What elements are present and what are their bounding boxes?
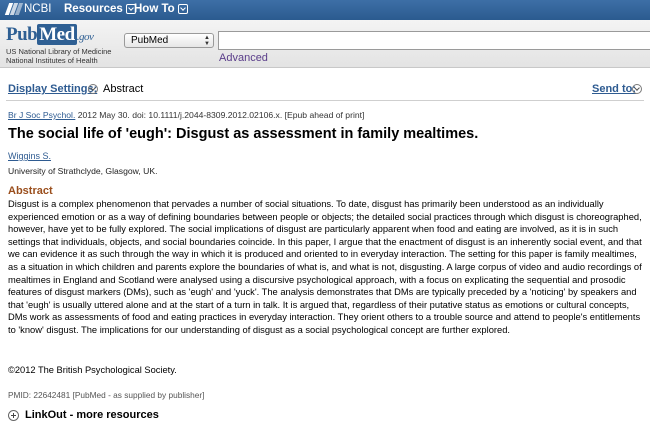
chevron-down-icon	[178, 4, 188, 14]
chevron-down-icon[interactable]	[632, 84, 642, 94]
search-header	[0, 20, 650, 68]
abstract-text: Disgust is a complex phenomenon that pervades a number of social situations. To date, disgust has primarily been understood as an individually experienced emotion or as a way of defining boundaries between people or objects; the detailed social practices through which disgust is choreographed, however, have yet to be fully explored. The social implications of disgust are particularly apparent when food and eating are involved, as it is in such settings that individuals, objects, and social boundaries coincide. In this paper, I argue that the enactment of disgust is an inherently social event, and that we can evidence it as such through the way in which it is produced and oriented to in everyday interaction. The setting for this paper is family mealtimes, as a situation in which children and parents explore the boundaries of what is, and what is not, disgusting. A large corpus of video and audio recordings of mealtimes in England and Scotland were analysed using a discursive psychological approach, with a focus on explicating the sequential and prosodic features of disgust markers (DMs), such as 'eugh' and 'yuck'. The analysis demonstrates that DMs are typically preceded by a 'noticing' by speakers and that 'eugh' is usually uttered alone and at the start of a turn in talk. It is argued that, regardless of their putative status as emotions or cultural concepts, DMs work as assessments of food and eating practices in everyday interaction. They orient others to a trouble source and attend to people's entitlements to 'know' disgust. The implications for our understanding of disgust as a social psychological concept are further explored.	[8, 199, 642, 335]
how-to-menu[interactable]	[134, 3, 188, 15]
send-to-link[interactable]: Send to:	[592, 83, 636, 95]
pubmed-logo[interactable]	[6, 24, 111, 65]
select-arrows-icon: ▲ ▼	[204, 35, 210, 47]
ncbi-mark-icon	[6, 3, 20, 15]
ncbi-label: NCBI	[24, 3, 52, 15]
logo-pub: Pub	[6, 24, 38, 45]
logo-gov: .gov	[76, 31, 94, 43]
copyright: ©2012 The British Psychological Society.	[8, 365, 177, 375]
resources-menu[interactable]	[64, 3, 136, 15]
author-link[interactable]: Wiggins S.	[8, 151, 52, 161]
logo-subtitle: US National Library of Medicine National Institutes of Health	[6, 47, 112, 65]
display-format-value: Abstract	[103, 83, 144, 95]
citation-details: 2012 May 30. doi: 10.1111/j.2044-8309.2012.02106.x. [Epub ahead of print]	[75, 110, 365, 120]
resources-menu-label: Resources	[64, 3, 123, 15]
plus-icon	[8, 410, 19, 421]
how-to-menu-label: How To	[134, 3, 175, 15]
advanced-search-link[interactable]: Advanced	[219, 52, 268, 64]
database-select[interactable]	[124, 33, 214, 48]
database-select-value: PubMed	[131, 35, 169, 46]
display-settings-bar	[0, 80, 650, 98]
chevron-down-icon[interactable]	[88, 84, 98, 94]
linkout-toggle[interactable]	[8, 409, 159, 421]
logo-med: Med	[39, 24, 75, 45]
top-nav-bar	[0, 0, 650, 20]
divider	[6, 100, 644, 101]
ncbi-logo[interactable]	[6, 3, 51, 15]
search-input[interactable]	[218, 31, 650, 50]
article-title: The social life of 'eugh': Disgust as assessment in family mealtimes.	[8, 126, 479, 142]
citation	[8, 110, 364, 120]
abstract-heading: Abstract	[8, 185, 53, 197]
journal-link[interactable]: Br J Soc Psychol.	[8, 110, 76, 120]
affiliation: University of Strathclyde, Glasgow, UK.	[8, 166, 158, 176]
linkout-label: LinkOut - more resources	[25, 409, 159, 421]
pmid: PMID: 22642481 [PubMed - as supplied by publisher]	[8, 390, 205, 400]
display-settings-link[interactable]: Display Settings:	[8, 83, 98, 95]
